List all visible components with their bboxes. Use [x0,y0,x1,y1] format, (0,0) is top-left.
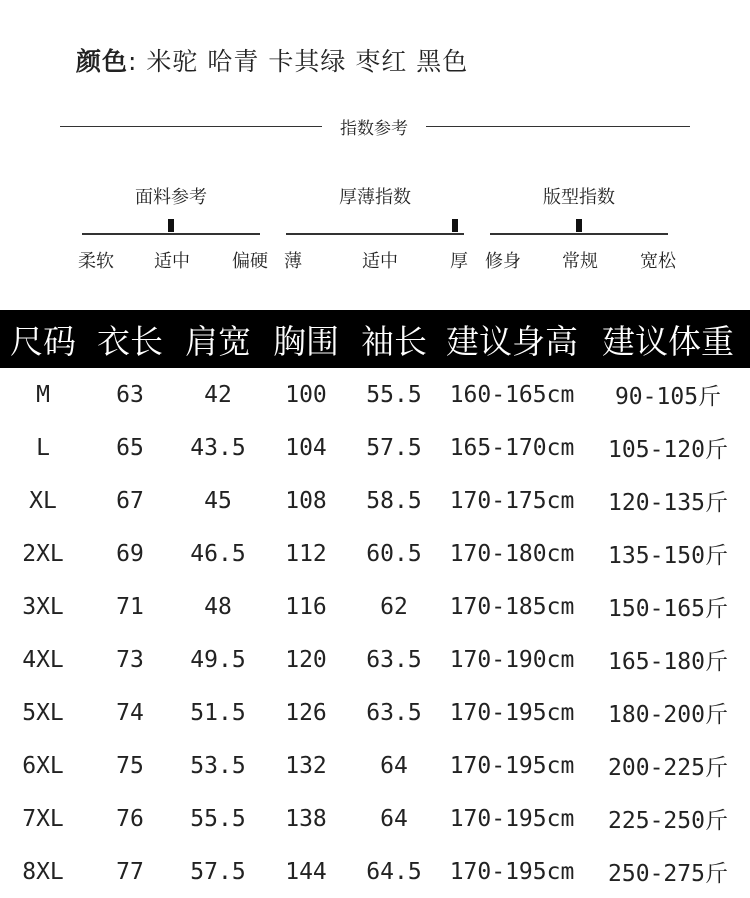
cell-chest: 112 [285,540,327,567]
scale-marker [576,219,582,232]
cell-size: 7XL [22,805,64,832]
table-row [0,792,750,845]
cell-height: 170-185cm [449,593,575,620]
cell-sleeve: 64 [380,752,408,779]
cell-height: 170-195cm [449,805,575,832]
cell-sleeve: 64 [380,805,408,832]
cell-shoulder: 45 [204,487,232,514]
cell-size: 3XL [22,593,64,620]
cell-chest: 132 [285,752,327,779]
cell-weight: 200-225斤 [608,755,728,781]
divider-line-right [426,126,690,127]
header-size: 尺码 [10,321,76,361]
cell-size: 8XL [22,858,64,885]
cell-shoulder: 43.5 [190,434,246,461]
cell-chest: 138 [285,805,327,832]
cell-sleeve: 63.5 [366,699,422,726]
cell-length: 67 [116,487,144,514]
scale-track [82,233,260,235]
cell-shoulder: 42 [204,381,232,408]
cell-chest: 120 [285,646,327,673]
table-row [0,527,750,580]
header-length: 衣长 [97,321,163,361]
scale-marker [168,219,174,232]
cell-length: 63 [116,381,144,408]
cell-length: 74 [116,699,144,726]
cell-length: 75 [116,752,144,779]
header-shoulder: 肩宽 [185,321,251,361]
cell-shoulder: 49.5 [190,646,246,673]
cell-height: 170-195cm [449,699,575,726]
cell-size: 4XL [22,646,64,673]
header-chest: 胸围 [273,321,339,361]
cell-height: 170-195cm [449,858,575,885]
cell-sleeve: 64.5 [366,858,422,885]
cell-chest: 100 [285,381,327,408]
cell-sleeve: 63.5 [366,646,422,673]
cell-length: 71 [116,593,144,620]
color-option: 黑色 [416,47,469,76]
table-row [0,368,750,421]
scale-label-low: 薄 [284,251,302,272]
scale-marker [452,219,458,232]
cell-size: 6XL [22,752,64,779]
color-option: 卡其绿 [268,47,347,76]
scale-label-high: 厚 [450,251,468,272]
scale-label-mid: 适中 [362,251,398,272]
index-section-divider [60,114,690,138]
scale-label-mid: 常规 [562,251,598,272]
scale-title: 面料参考 [135,187,207,208]
table-row [0,845,750,898]
cell-sleeve: 62 [380,593,408,620]
scale-title: 版型指数 [543,187,615,208]
cell-length: 73 [116,646,144,673]
cell-sleeve: 57.5 [366,434,422,461]
cell-length: 69 [116,540,144,567]
cell-size: L [36,434,50,461]
cell-weight: 150-165斤 [608,596,728,622]
cell-size: M [36,381,50,408]
scale-label-low: 柔软 [78,251,114,272]
cell-weight: 180-200斤 [608,702,728,728]
table-row [0,633,750,686]
color-option: 枣红 [355,47,408,76]
cell-sleeve: 55.5 [366,381,422,408]
cell-shoulder: 51.5 [190,699,246,726]
cell-height: 170-180cm [449,540,575,567]
cell-height: 165-170cm [449,434,575,461]
cell-weight: 135-150斤 [608,543,728,569]
color-option: 米驼 [146,47,199,76]
header-weight: 建议体重 [602,321,734,361]
table-row [0,580,750,633]
scale-track [286,233,464,235]
cell-height: 160-165cm [449,381,575,408]
cell-chest: 144 [285,858,327,885]
cell-shoulder: 57.5 [190,858,246,885]
cell-height: 170-175cm [449,487,575,514]
divider-line-left [60,126,322,127]
cell-chest: 126 [285,699,327,726]
cell-sleeve: 58.5 [366,487,422,514]
size-table-header [0,310,750,368]
cell-chest: 116 [285,593,327,620]
cell-height: 170-195cm [449,752,575,779]
scale-label-high: 偏硬 [232,251,268,272]
cell-size: 2XL [22,540,64,567]
header-height: 建议身高 [446,321,578,361]
scale-title: 厚薄指数 [339,187,411,208]
cell-weight: 250-275斤 [608,861,728,887]
scale-label-mid: 适中 [154,251,190,272]
color-option: 哈青 [207,47,260,76]
cell-sleeve: 60.5 [366,540,422,567]
scale-label-high: 宽松 [640,251,676,272]
table-row [0,739,750,792]
cell-weight: 105-120斤 [608,437,728,463]
cell-shoulder: 55.5 [190,805,246,832]
cell-chest: 108 [285,487,327,514]
cell-weight: 90-105斤 [614,384,722,410]
cell-height: 170-190cm [449,646,575,673]
table-row [0,686,750,739]
cell-size: XL [29,487,57,514]
cell-shoulder: 48 [204,593,232,620]
index-title: 指数参考 [340,119,408,139]
cell-size: 5XL [22,699,64,726]
table-row [0,421,750,474]
cell-shoulder: 53.5 [190,752,246,779]
color-label: 颜色 [76,47,129,76]
scale-label-low: 修身 [485,251,521,272]
scale-track [490,233,668,235]
cell-length: 65 [116,434,144,461]
cell-weight: 225-250斤 [608,808,728,834]
cell-chest: 104 [285,434,327,461]
cell-length: 76 [116,805,144,832]
table-row [0,474,750,527]
cell-shoulder: 46.5 [190,540,246,567]
color-separator: : [128,47,138,76]
cell-weight: 165-180斤 [608,649,728,675]
cell-weight: 120-135斤 [608,490,728,516]
color-options [76,42,468,78]
header-sleeve: 袖长 [361,321,427,361]
cell-length: 77 [116,858,144,885]
